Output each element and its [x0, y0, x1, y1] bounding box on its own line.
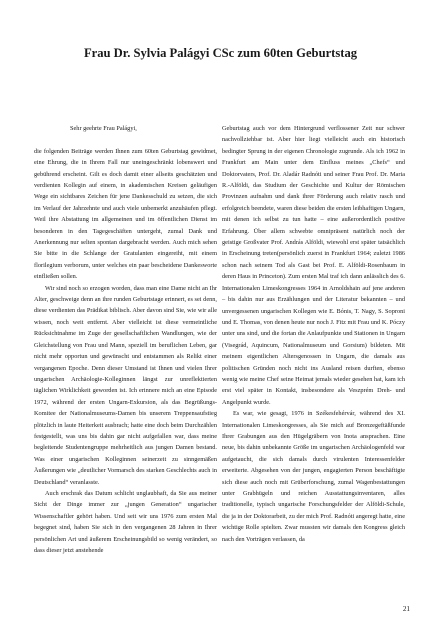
- left-column: [34, 123, 217, 556]
- article-title: Frau Dr. Sylvia Palágyi CSc zum 60ten Geburtstag: [83, 46, 358, 61]
- paragraph: Es war, wie gesagt, 1976 in Székesfehérvár, während des XI. Internationalen Limeskongresses, als Sie mich auf Bronzegeftäßfunde Ihrer Grabungen aus den Hügelgräbern von Inota ansprachen. Eine neue, bis dahin unbekannte Größe im ungarischen Archäologenfeld war aufgetaucht, die sich damals durch virulenten Interessenfelder erweiterte. Abgesehen von der jungen, engagierten Person beschäftigte sich diese auch noch mit Grüberforschung, zumal Wagenbestattungen unter Grabhügeln und reichen Ausstattungsinventaren, alles traditionelle, typisch ungarische Forschungsfelder der Alföldi-Schule, die ja in der Doktorarbeit, zu der mich Prof. Radnóti angeregt hatte, eine wichtige Rolle spielten. Zwar mussten wir damals den Kongress gleich nach den Vorträgen verlassen, da: [222, 410, 405, 543]
- paragraph: die folgenden Beiträge werden Ihnen zum 60ten Geburtstag gewidmet, eine Ehrung, die in Ihrem Fall nur uneingeschränkt lobenswert und gebührend erscheint. Gilt es doch damit einer allseits geschätzten und verdienten Kollegin auf einem, in akademischen Kreisen geläufigen Wege ein sichtbares Zeichen für jene Dankesschuld zu setzen, die sich im Verlauf der Jahrzehnte und auch viele unbemerkt anzuhäufen pflegt. Weil ihre Abstattung im allgemeinen und im öffentlichen Dienst im besonderen in den Tagegeschäften untergeht, zumal Dank und Anerkennung nur selten spontan dargebracht werden. Auch mich sehen Sie bitte in die Schlange der Gratulanten eingereiht, mit einem florilegium verborum, unter welches ein paar bescheidene Dankesworte einfließen sollen.: [34, 147, 217, 281]
- salutation: Sehr geehrte Frau Palágyi,: [70, 125, 137, 132]
- paragraph: Wir sind noch so erzogen worden, dass man eine Dame nicht an Ihr Alter, geschweige denn an ihre runden Geburtstage erinnert, es sei denn, diese verdienten das Prädikat biblisch. Aber davon sind Sie, wie wir alle wissen, noch weit entfernt. Aber vielleicht ist diese vermeintliche Rücksichtnahme im Zuge der gesellschaftlichen Wandlungen, wie der Gleichstellung von Frau und Mann, speziell im beruflichen Leben, gar nicht mehr opportun und gewünscht und entstammen als Relikt einer vergangenen Epoche. Denn dieser Umstand ist Ihnen und vielen Ihrer ungarischen Archäologie-Kolleginnen längst zur unreflektierten täglichen Wirklichkeit geworden ist. Ich erinnere mich an eine Episode 1972, während der ersten Ungarn-Exkursion, als das Begrüßungs-Komitee der Nationalmuseums-Damen bis unserem Treppensaufstieg plötzlich in laute Heiterkeit ausbrach; hatte eine doch beim Durchzählen festgestellt, was uns bis dahin gar nicht aufgefallen war, dass meine begleitende Studentengruppe mehrheitlich aus jungen Damen bestand. Was einer ungarischen Kolleginnen seinerzeit zu sinngemäßen Äußerungen wie „deutlicher Vormarsch des starken Geschlechts auch in Deutschland“ veranlasste.: [34, 284, 217, 486]
- paragraph: Geburtstag auch vor dem Hintergrund verflossener Zeit nur schwer nachvollziehbar ist. Aber hier liegt vielleicht auch ein historisch bedingter Sprung in der eigenen Chronologie zugrunde. Als ich 1962 in Frankfurt am Main unter dem Einfluss meines „Chefs“ und Doktorvaters, Prof. Dr. Aladár Radnóti und seiner Frau Prof. Dr. Maria R.-Alföldi, das Studium der Geschichte und Kultur der Römischen Provinzen aufnahm und dank ihrer Förderung auch relativ rasch und erfolgreich beendete, waren diese beiden die ersten leibhaftigen Ungarn, mit denen ich selbst zu tun hatte – eine außerordentlich positive Erfahrung. Über allem schwebte omnipräsent natürlich noch der geistige Großvater Prof. András Alföldi, wiewohl erst später tatsächlich in Erscheinung treten(persönlich zuerst in Frankfurt 1964; zuletzt 1986 schon nach seinem Tod als Gast bei Prof. E. Alföldi-Rosenbaum in deren Haus in Princeton). Zum ersten Mal traf ich dann anlässlich des 6. Internationalen Limeskongresses 1964 in Arnoldshain auf jene anderen – bis dahin nur aus Erzählungen und der Literatur bekannten – und unvergessenen ungarischen Kollegen wie E. Bónis, T. Nagy, S. Soproni und E. Thomas, von denen heute nur noch J. Fitz mit Frau und K. Póczy unter uns sind, und die fortan die Anlaufpunkte und Stationen in Ungarn (Visegrád, Aquincum, Nationalmuseum und Gorsium) bildeten. Mit meinem eigentlichen Altersgenossen in Ungarn, die damals aus politischen Gründen noch nicht ins Ausland reisen durften, ebenso wenig wie meine Chef seine Heimat jemals wieder gesehen hat, kam ich erst viel später in Kontakt, insbesondere als Veszprém Dreh- und Angelpunkt wurde.: [222, 125, 405, 406]
- paragraph: Auch erschrak das Datum schlicht unglaubhaft, da Sie aus meiner Sicht der Dinge immer zur „jungen Generation“ ungarischer Wissenschaftler gehört haben. Und seit wir uns 1976 zum ersten Mal begegnet sind, haben Sie sich in den vergangenen 28 Jahren in Ihrer persönlichen Art und äußerem Erscheinungsbild so wenig verändert, so dass dieser jetzt anstehende: [34, 489, 217, 555]
- page-number: 21: [402, 605, 410, 613]
- right-column: [222, 123, 405, 545]
